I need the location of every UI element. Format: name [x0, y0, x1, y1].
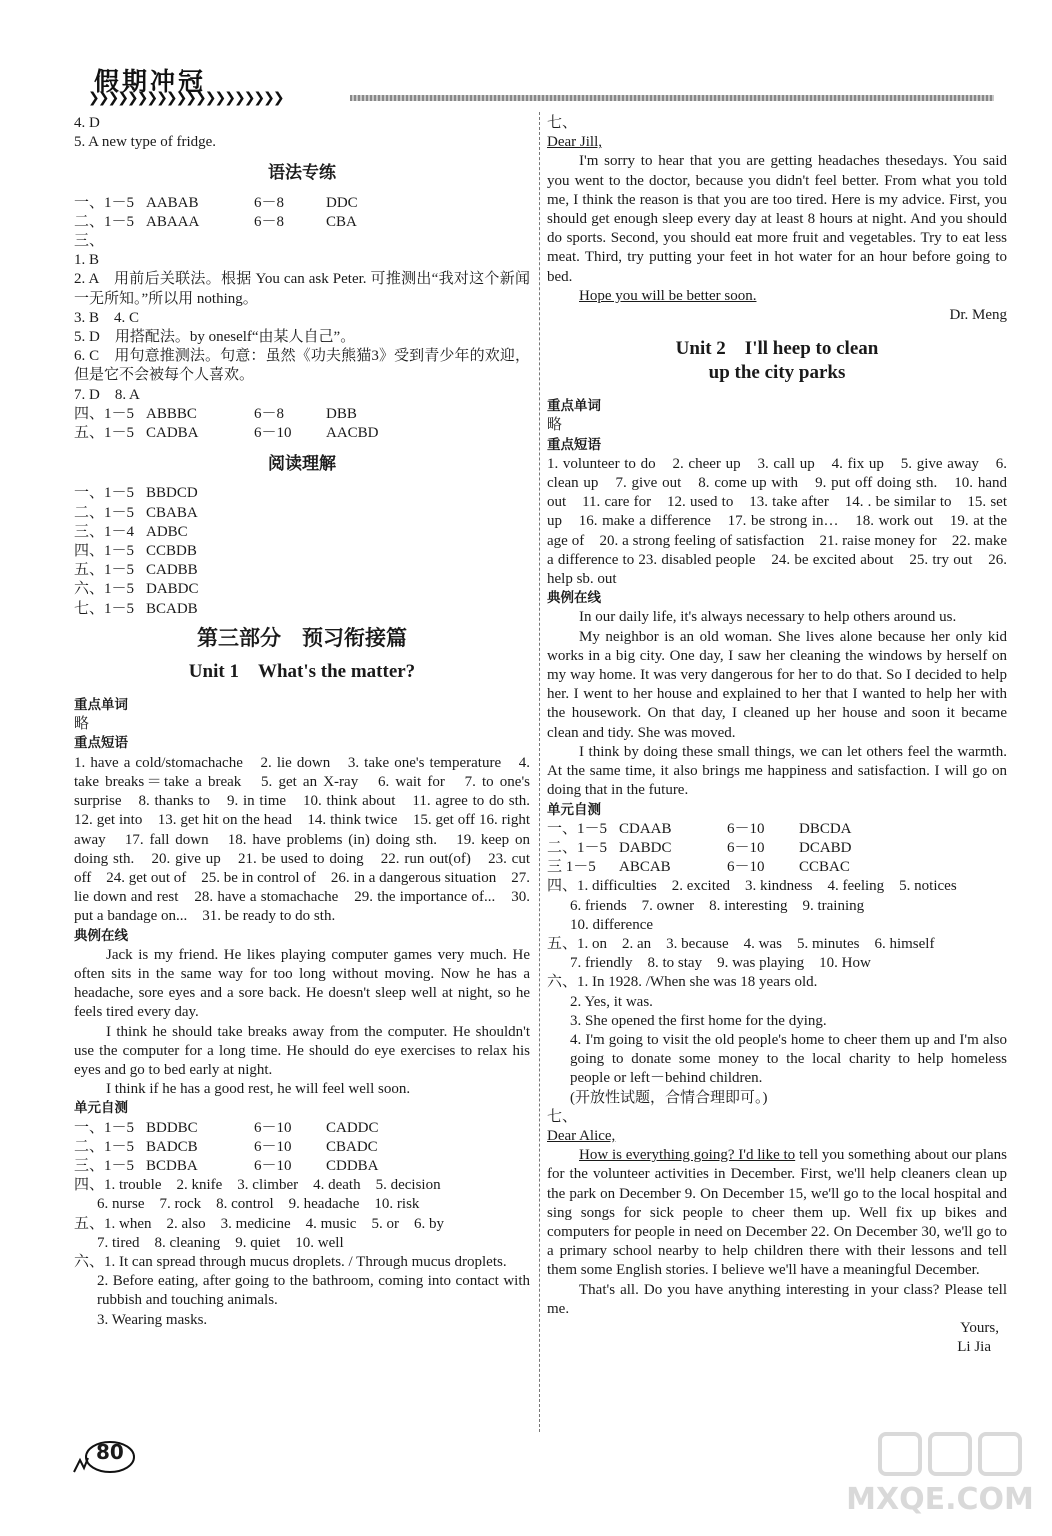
answer-row: 二、1－5 BADCB 6－10 CBADC [74, 1138, 378, 1155]
essay-paragraph: I think by doing these small things, we can let others feel the warmth. At the same time, it also brings me happiness and satisfaction. I will go on doing that in the future. [547, 743, 1007, 799]
unit-title: Unit 1 What's the matter? [188, 661, 416, 683]
answer-line: 7. tired 8. cleaning 9. quiet 10. well [97, 1234, 344, 1251]
answer-row: 二、1－5 CBABA [74, 504, 198, 521]
letter-body: That's all. Do you have anything interesting in your class? Please tell me. [547, 1281, 1007, 1317]
answer-line: 三、 [74, 233, 105, 250]
letter-body [547, 1146, 1007, 1280]
page-number: 80 [96, 1440, 124, 1464]
answer-line: 6. friends 7. owner 8. interesting 9. training [570, 897, 865, 914]
answer-line: 六、1. In 1928. /When she was 18 years old. [547, 974, 818, 991]
answer-line: 2. Yes, it was. [570, 993, 653, 1010]
letter-salutation: Dear Jill, [547, 134, 602, 151]
page-header [88, 60, 994, 106]
answer-explanation: 5. D 用搭配法。by oneself“由某人自己”。 [74, 329, 356, 346]
answer-line: 四、1. trouble 2. knife 3. climber 4. death 5. decision [74, 1177, 441, 1194]
essay-paragraph: I think he should take breaks away from the computer. He shouldn't use the computer for a long time. He should do eye exercises to relax his eyes and go to bed early at night. [74, 1023, 530, 1078]
answer-row: 一、1－5 BBDCD [74, 485, 198, 502]
watermark-mark [930, 1434, 970, 1474]
label-key-phrases: 重点短语 [547, 436, 601, 453]
answer-line: 3. She opened the first home for the dying. [570, 1012, 827, 1029]
answer-row: 一、1－5 BDDBC 6－10 CADDC [74, 1119, 379, 1136]
letter-opening-underlined: How is everything going? I'd like to [579, 1147, 796, 1164]
watermark-text: MXQE.COM [846, 1482, 1034, 1517]
label-example: 典例在线 [547, 590, 601, 607]
answer-line: 5. A new type of fridge. [74, 134, 217, 151]
answer-explanation: 2. A 用前后关联法。根据 You can ask Peter. 可推测出“我对这个新闻一无所知。”所以用 nothing。 [74, 271, 530, 307]
answer-line: 五、1. when 2. also 3. medicine 4. music 5. or 6. by [74, 1215, 444, 1232]
label-key-words: 重点单词 [74, 697, 128, 714]
answer-row: 二、1－5 DABDC 6－10 DCABD [547, 839, 852, 856]
watermark-logo [840, 1424, 1040, 1524]
letter-closing: Hope you will be better soon. [579, 287, 757, 304]
right-column [547, 114, 1007, 1357]
answer-line: 六、1. It can spread through mucus droplets. / Through mucus droplets. [74, 1253, 507, 1270]
answer-line: 6. nurse 7. rock 8. control 9. headache 10. risk [97, 1196, 420, 1213]
answer-row: 三、1－5 BCDBA 6－10 CDDBA [74, 1157, 379, 1174]
label-self-test: 单元自测 [74, 1100, 128, 1117]
answer-line: 四、1. difficulties 2. excited 3. kindness 4. feeling 5. notices [547, 878, 957, 895]
answer-line: 2. Before eating, after going to the bathroom, coming into contact with rubbish and touching animals. [97, 1273, 530, 1309]
watermark-mark [980, 1434, 1020, 1474]
watermark-mark [880, 1434, 920, 1474]
essay-paragraph: I think if he has a good rest, he will feel well soon. [106, 1081, 411, 1098]
label-key-phrases: 重点短语 [74, 735, 128, 752]
answer-line: 7. D 8. A [74, 386, 140, 403]
left-column [74, 114, 546, 1330]
answer-line: 3. Wearing masks. [97, 1311, 208, 1328]
answer-line: 7. friendly 8. to stay 9. was playing 10. How [570, 955, 871, 972]
answer-line: 3. B 4. C [74, 309, 140, 326]
letter-signature: Dr. Meng [949, 307, 1007, 324]
answer-line: 10. difference [570, 916, 654, 933]
label-example: 典例在线 [74, 927, 128, 944]
label-self-test: 单元自测 [547, 801, 601, 818]
letter-body: I'm sorry to hear that you are getting headaches thesedays. You said you went to the doctor, because you didn't feel better. From what you told me, I think the reason is that you are too tired. Here is my advice. First, you should get enough sleep every day at least 8 hours at night. And you should do sports. Second, you should eat more fruit and vegetables. Try to eat less meat. Third, try putting your feet in hot water for an hour before going to bed. [547, 153, 1007, 285]
answer-row: 三、1－4 ADBC [74, 523, 188, 540]
phrases-list: 1. volunteer to do 2. cheer up 3. call up 4. fix up 5. give away 6. clean up 7. give out 8. come up with 9. put off doing sth. 10. hand out 11. care for 12. used to 13. take after 14. . be similar to 15. set up 16. make a difference 17. be strong in… 18. work out 19. at the age of 20. a strong feeling of satisfaction 21. raise money for 22. make a difference to 23. disabled people 24. be excited about 25. try out 26. help sb. out [547, 455, 1007, 588]
answer-row: 一、1－5 CDAAB 6－10 DBCDA [547, 820, 852, 837]
essay-paragraph: In our daily life, it's always necessary to help others around us. [579, 609, 957, 626]
header-rule [350, 95, 994, 101]
answer-row: 五、1－5 CADBA 6－10 AACBD [74, 425, 379, 442]
answer-row: 三 1－5 ABCAB 6－10 CCBAC [547, 859, 850, 876]
answer-line: 1. B [74, 252, 100, 269]
answer-explanation: 6. C 用句意推测法。句意：虽然《功夫熊猫3》受到青少年的欢迎，但是它不会被每个人喜欢。 [74, 348, 530, 384]
unit-title: Unit 2 I'll heep to clean up the city parks [675, 338, 879, 384]
letter-signature: Li Jia [957, 1339, 991, 1356]
answer-row: 七、1－5 BCADB [74, 600, 198, 617]
letter-body-text: tell you something about our plans for the volunteer activities in December. First, we'll help cleaners clean up the park on December 9. On December 15, we'll go to the local hospital and sing songs for sick people to cheer them up. Well fix up bikes and computers for people in need on December 22. On December 30, we'll go to a primary school nearby to help children there with their lessons and tell them some English stories. I believe we'll have a meaningful December. [547, 1147, 1008, 1279]
answer-note: (开放性试题，合情合理即可。) [570, 1089, 768, 1106]
answer-line: 七、 [547, 1108, 578, 1125]
answer-line: 七、 [547, 115, 578, 131]
section-title-reading: 阅读理解 [268, 454, 336, 475]
phrases-list: 1. have a cold/stomachache 2. lie down 3. take one's temperature 4. take breaks＝take a break 5. get an X-ray 6. wait for 7. to one's surprise 8. thanks to 9. in time 10. think about 11. agree to do sth. 12. get into 13. get hit on the head 14. think twice 15. get off 16. right away 17. fall down 18. have problems (in) doing sth. 19. keep on doing sth. 20. give up 21. be used to doing 22. run out(of) 23. cut off 24. get out of 25. be in control of 26. in a dangerous situation 27. lie down and rest 28. have a stomachache 29. the importance of... 30. put a bandage on... 31. be ready to do sth. [74, 754, 546, 925]
answer-line: 4. I'm going to visit the old people's home to cheer them up and I'm also going to donate some money to the local charity to help homeless people or left－behind children. [570, 1031, 1007, 1087]
answer-line: 4. D [74, 115, 100, 131]
omitted-text: 略 [547, 417, 563, 434]
answer-row: 四、1－5 ABBBC 6－8 DBB [74, 405, 357, 422]
essay-paragraph: My neighbor is an old woman. She lives alone because her only kid works in a big city. One day, I saw her cleaning the windows by herself on my way home. It was very dangerous for her to do that. So I decided to help her. I went to her house and explained to her that I wanted to help her with the housework. On that day, I cleaned up her house and soon it became clean and tidy. She was moved. [547, 628, 1007, 741]
brand-title: 假期冲冠 [94, 67, 207, 96]
label-key-words: 重点单词 [547, 398, 601, 415]
part-title: 第三部分 预习衔接篇 [197, 625, 407, 650]
omitted-text: 略 [74, 716, 90, 733]
chevron-decoration: ❯❯❯❯❯❯❯❯❯❯❯❯❯❯❯❯❯❯❯❯ [88, 90, 283, 106]
letter-closing: Yours, [960, 1319, 999, 1336]
answer-row: 六、1－5 DABDC [74, 581, 199, 598]
section-title-grammar: 语法专练 [268, 163, 336, 184]
answer-row: 五、1－5 CADBB [74, 562, 198, 579]
answer-row: 一、1－5 AABAB 6－8 DDC [74, 194, 358, 211]
essay-paragraph: Jack is my friend. He likes playing computer games very much. He often sits in the same way for too long without moving. Now he has a headache, sore eyes and a sore back. He doesn't sleep well at night, so he feels tired every day. [74, 946, 530, 1021]
answer-line: 五、1. on 2. an 3. because 4. was 5. minutes 6. himself [547, 935, 935, 952]
answer-row: 二、1－5 ABAAA 6－8 CBA [74, 213, 357, 230]
answer-row: 四、1－5 CCBDB [74, 543, 197, 560]
letter-salutation: Dear Alice, [547, 1127, 616, 1144]
column-divider [539, 112, 540, 1432]
